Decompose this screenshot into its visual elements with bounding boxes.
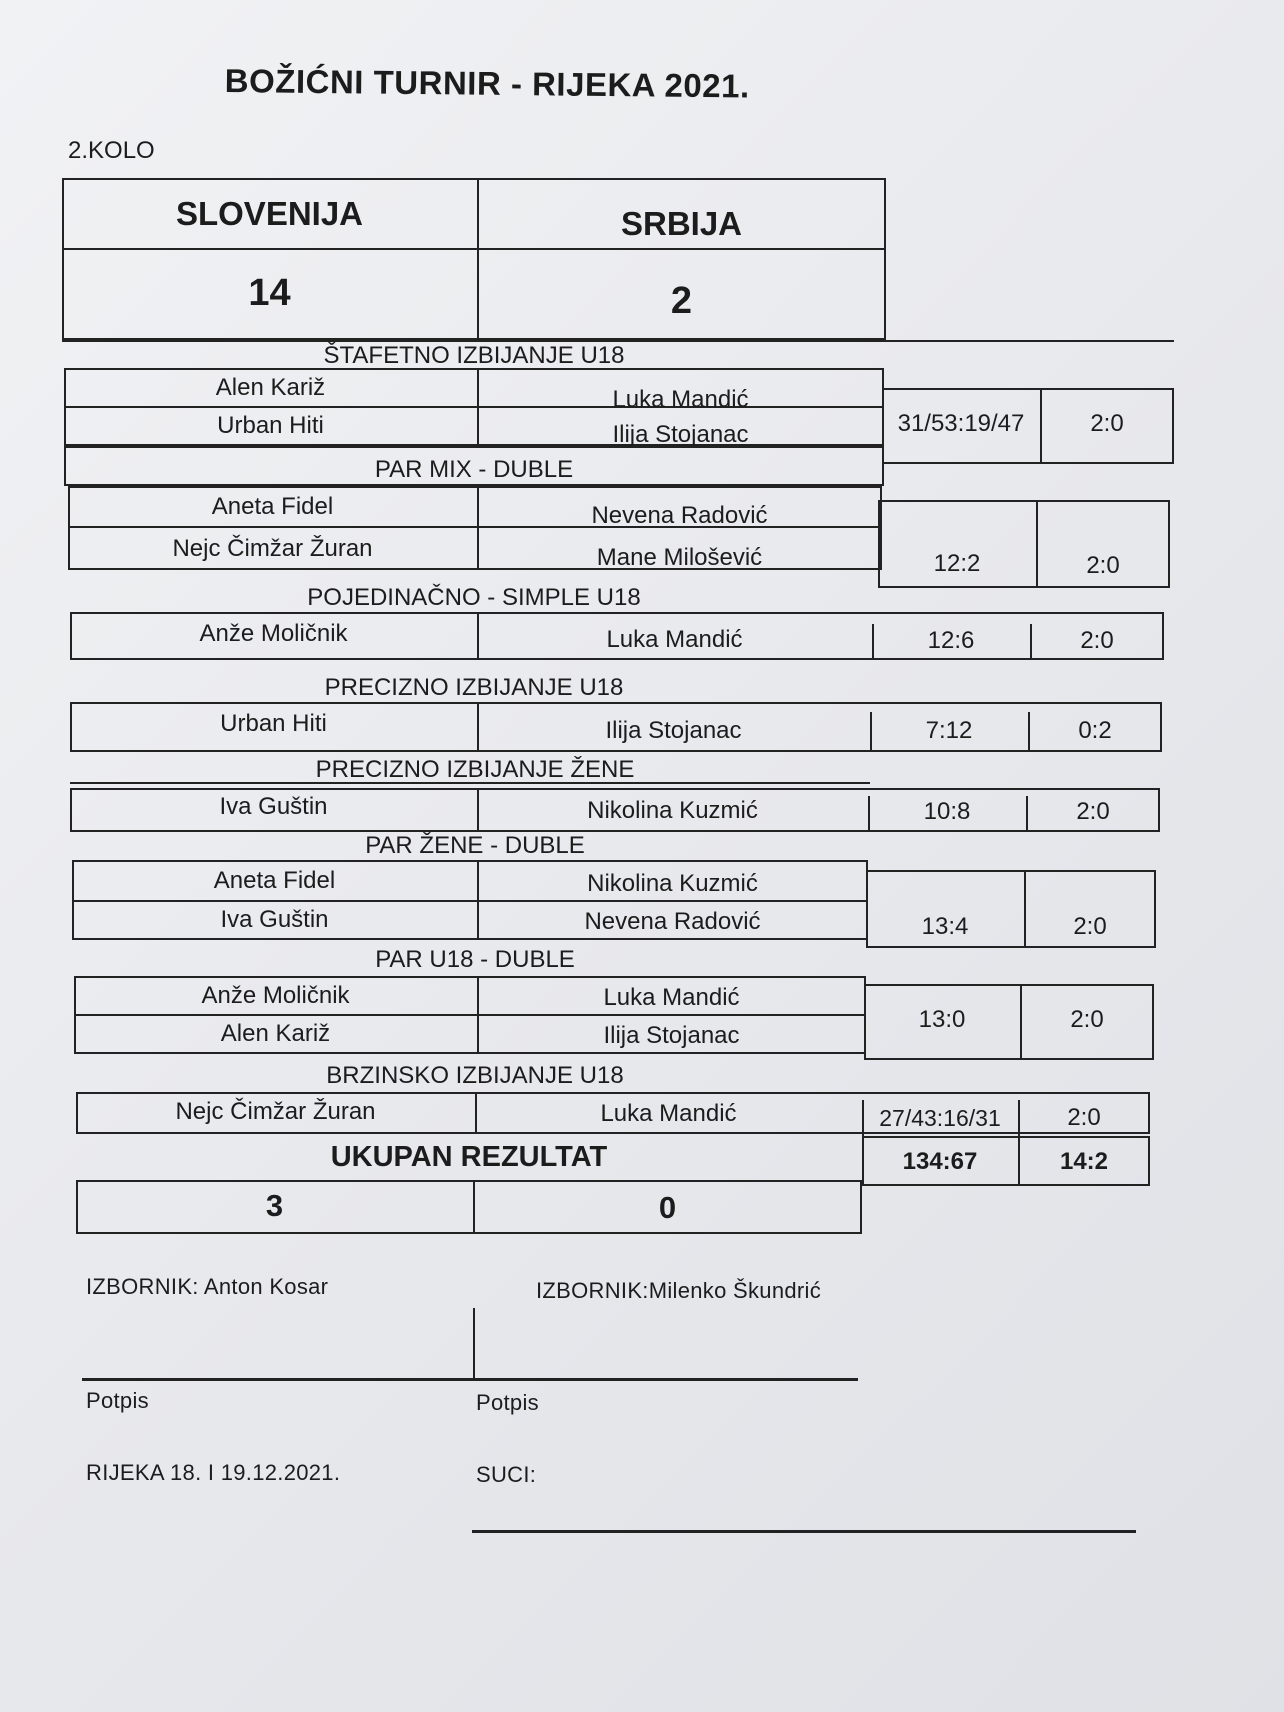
home-player: Aneta Fidel bbox=[211, 493, 334, 520]
home-player: Iva Guštin bbox=[219, 793, 328, 820]
signature-line bbox=[82, 1378, 858, 1381]
section-result: 10:8 bbox=[923, 798, 971, 825]
section-result: 13:0 bbox=[918, 1006, 966, 1033]
judges-signature-line bbox=[472, 1530, 1136, 1533]
section-result: 27/43:16/31 bbox=[879, 1104, 1001, 1131]
away-player: Ilija Stojanac bbox=[612, 421, 749, 448]
home-player: Iva Guštin bbox=[220, 906, 329, 933]
away-player: Nikolina Kuzmić bbox=[587, 870, 758, 897]
home-player: Alen Kariž bbox=[215, 374, 326, 401]
section-points: 0:2 bbox=[1078, 717, 1112, 744]
signature-divider bbox=[473, 1308, 475, 1380]
away-player: Ilija Stojanac bbox=[603, 1022, 740, 1049]
away-player: Luka Mandić bbox=[606, 626, 743, 653]
home-team-name: SLOVENIJA bbox=[175, 195, 364, 232]
section-result: 13:4 bbox=[921, 913, 969, 940]
section-points: 2:0 bbox=[1076, 798, 1110, 825]
away-player: Luka Mandić bbox=[600, 1100, 737, 1127]
total-label: UKUPAN REZULTAT bbox=[330, 1140, 608, 1173]
section-result: 12:6 bbox=[927, 627, 975, 654]
home-team-score: 14 bbox=[248, 271, 291, 314]
away-team-name: SRBIJA bbox=[620, 205, 743, 242]
section-points: 2:0 bbox=[1070, 1006, 1104, 1033]
away-player: Nevena Radović bbox=[591, 502, 768, 529]
away-player: Nikolina Kuzmić bbox=[587, 797, 758, 824]
home-player: Anže Moličnik bbox=[199, 620, 348, 647]
section-title: PAR U18 - DUBLE bbox=[375, 946, 575, 973]
away-player: Luka Mandić bbox=[603, 984, 740, 1011]
section-title: PAR MIX - DUBLE bbox=[374, 456, 574, 483]
home-player: Nejc Čimžar Žuran bbox=[175, 1098, 376, 1125]
signature-label-home: Potpis bbox=[86, 1388, 149, 1413]
away-player: Luka Mandić bbox=[612, 386, 749, 413]
section-title: PRECIZNO IZBIJANJE U18 bbox=[324, 674, 624, 701]
section-result: 12:2 bbox=[933, 550, 981, 577]
home-player: Urban Hiti bbox=[220, 710, 327, 737]
home-player: Aneta Fidel bbox=[213, 867, 336, 894]
home-player: Alen Kariž bbox=[220, 1020, 331, 1047]
section-title: POJEDINAČNO - SIMPLE U18 bbox=[307, 584, 641, 611]
section-points: 2:0 bbox=[1073, 913, 1107, 940]
coach-home: IZBORNIK: Anton Kosar bbox=[86, 1274, 329, 1299]
coach-away: IZBORNIK:Milenko Škundrić bbox=[536, 1278, 822, 1303]
away-player: Nevena Radović bbox=[584, 908, 761, 935]
signature-label-away: Potpis bbox=[476, 1390, 539, 1415]
total-points: 14:2 bbox=[1059, 1148, 1109, 1175]
section-points: 2:0 bbox=[1090, 410, 1124, 437]
total-away: 0 bbox=[658, 1190, 677, 1225]
home-player: Urban Hiti bbox=[217, 412, 324, 439]
away-team-score: 2 bbox=[670, 279, 693, 322]
section-result: 7:12 bbox=[925, 717, 973, 744]
round-label: 2.KOLO bbox=[68, 137, 155, 164]
section-points: 2:0 bbox=[1086, 552, 1120, 579]
total-result: 134:67 bbox=[902, 1148, 978, 1175]
section-points: 2:0 bbox=[1067, 1104, 1101, 1131]
home-player: Nejc Čimžar Žuran bbox=[172, 535, 373, 562]
away-player: Ilija Stojanac bbox=[605, 717, 742, 744]
section-points: 2:0 bbox=[1080, 627, 1114, 654]
section-title: BRZINSKO IZBIJANJE U18 bbox=[326, 1062, 624, 1089]
total-home: 3 bbox=[265, 1188, 284, 1223]
judges-label: SUCI: bbox=[476, 1462, 537, 1487]
document-title: BOŽIĆNI TURNIR - RIJEKA 2021. bbox=[224, 62, 750, 105]
section-title: ŠTAFETNO IZBIJANJE U18 bbox=[323, 342, 625, 369]
place-date: RIJEKA 18. I 19.12.2021. bbox=[86, 1460, 341, 1485]
home-player: Anže Moličnik bbox=[201, 982, 350, 1009]
away-player: Mane Milošević bbox=[596, 544, 763, 571]
section-result: 31/53:19/47 bbox=[897, 410, 1025, 437]
section-title: PAR ŽENE - DUBLE bbox=[365, 832, 585, 859]
section-title: PRECIZNO IZBIJANJE ŽENE bbox=[315, 756, 635, 783]
